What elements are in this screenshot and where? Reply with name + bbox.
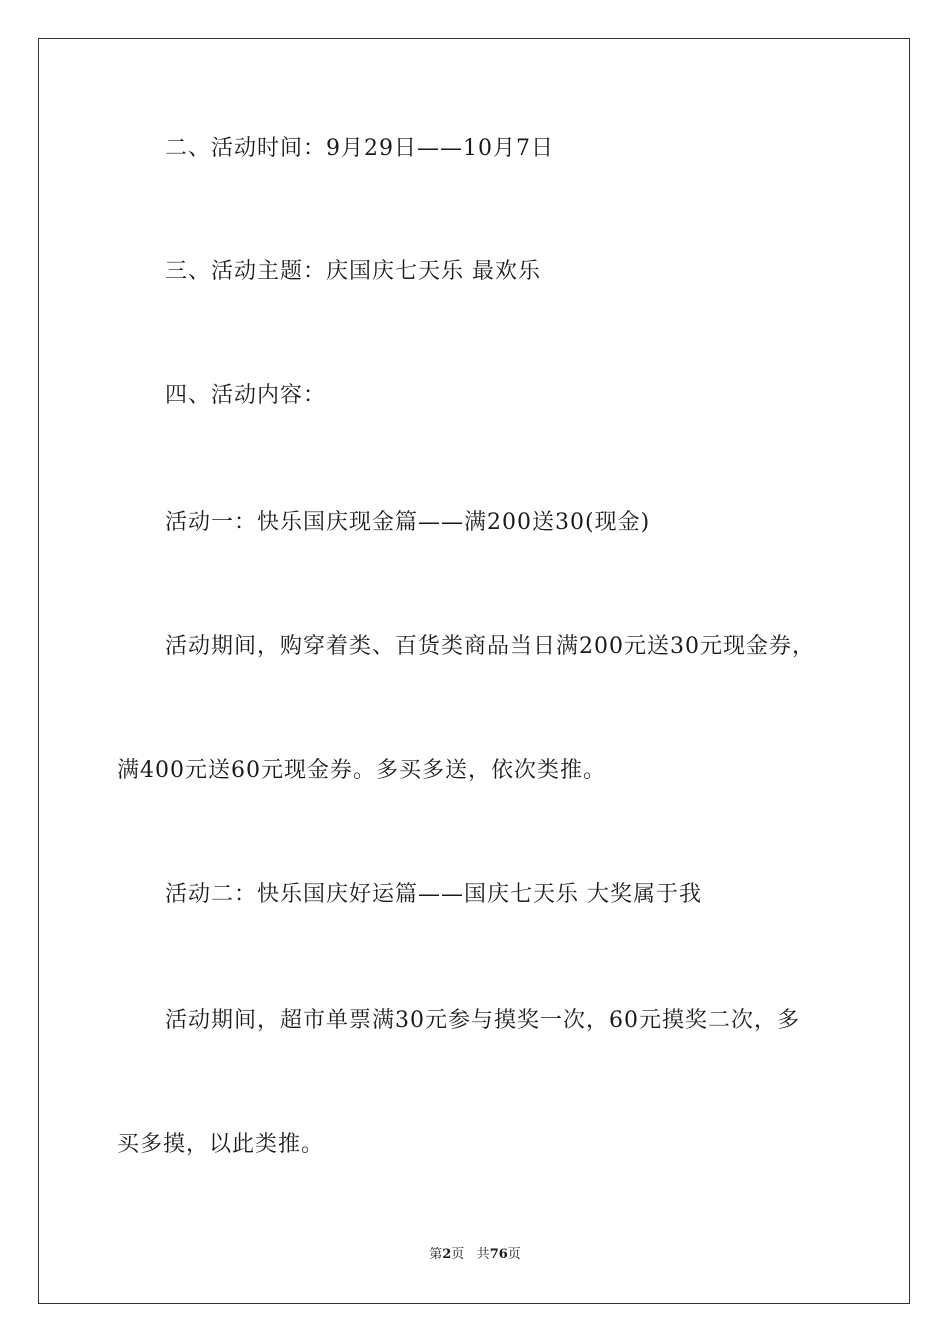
paragraph-activity-content-heading: 四、活动内容： <box>165 383 327 408</box>
paragraph-activity-two-title: 活动二：快乐国庆好运篇——国庆七天乐 大奖属于我 <box>165 882 702 907</box>
footer-total-prefix: 共 <box>476 1247 490 1262</box>
page-border <box>38 38 910 1304</box>
footer-page-prefix: 第 <box>429 1247 443 1262</box>
paragraph-activity-one-body-line1: 活动期间，购穿着类、百货类商品当日满200元送30元现金券， <box>165 634 815 659</box>
footer-total-suffix: 页 <box>507 1247 521 1262</box>
paragraph-activity-one-title: 活动一：快乐国庆现金篇——满200送30(现金) <box>165 510 651 535</box>
footer-page-number: 2 <box>442 1247 452 1262</box>
page-footer <box>0 1246 950 1264</box>
footer-total-pages: 76 <box>489 1247 508 1262</box>
paragraph-activity-one-body-line2: 满400元送60元现金券。多买多送，依次类推。 <box>117 758 606 783</box>
footer-page-suffix: 页 <box>451 1247 465 1262</box>
paragraph-activity-theme: 三、活动主题：庆国庆七天乐 最欢乐 <box>165 259 541 284</box>
paragraph-activity-time: 二、活动时间：9月29日——10月7日 <box>165 136 554 161</box>
paragraph-activity-two-body-line2: 买多摸，以此类推。 <box>117 1132 325 1157</box>
paragraph-activity-two-body-line1: 活动期间，超市单票满30元参与摸奖一次，60元摸奖二次，多 <box>165 1008 800 1033</box>
